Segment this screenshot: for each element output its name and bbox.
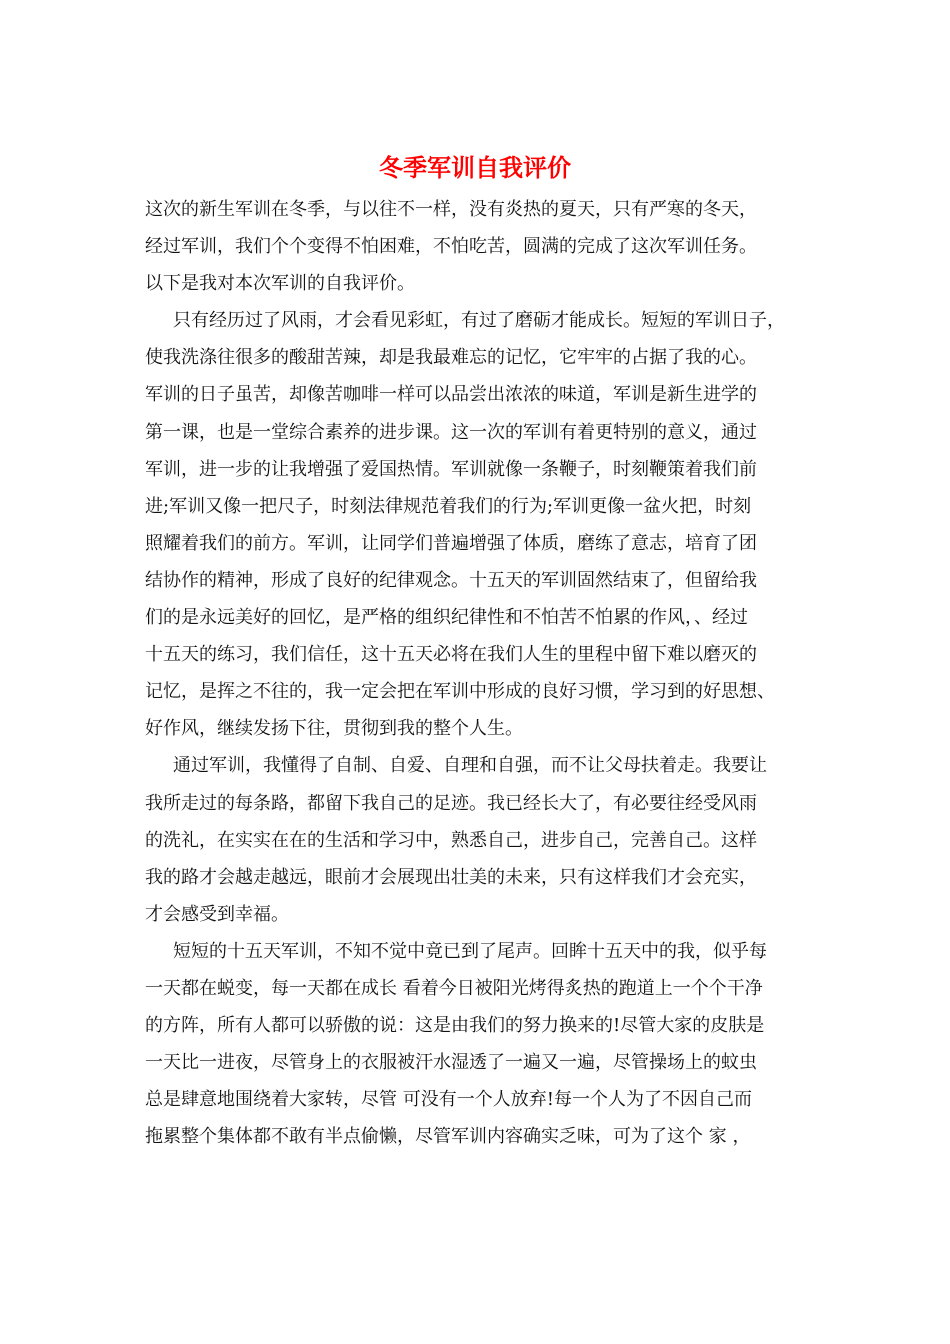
text-line: 们的是永远美好的回忆，是严格的组织纪律性和不怕苦不怕累的作风，、经过 [145, 607, 748, 629]
text-line: 的洗礼，在实实在在的生活和学习中，熟悉自己，进步自己，完善自己。这样 [145, 829, 757, 851]
text-line: 结协作的精神，形成了良好的纪律观念。十五天的军训固然结束了，但留给我 [145, 569, 757, 591]
text-line: 这次的新生军训在冬季，与以往不一样，没有炎热的夏天，只有严寒的冬天， [145, 199, 757, 220]
document-body [145, 191, 825, 1155]
document-title: 冬季军训自我评价 [379, 153, 571, 182]
text-line: 军训，进一步的让我增强了爱国热情。军训就像一条鞭子，时刻鞭策着我们前 [145, 458, 757, 480]
text-line: 以下是我对本次军训的自我评价。 [145, 273, 415, 295]
text-line: 经过军训，我们个个变得不怕困难，不怕吃苦，圆满的完成了这次军训任务。 [145, 236, 757, 258]
text-line: 总是肆意地围绕着大家转，尽管 可没有一个人放弃!每一个人为了不因自己而 [145, 1089, 752, 1111]
text-line: 军训的日子虽苦，却像苦咖啡一样可以品尝出浓浓的味道，军训是新生进学的 [145, 384, 757, 406]
text-line: 进;军训又像一把尺子，时刻法律规范着我们的行为;军训更像一盆火把，时刻 [145, 495, 752, 517]
text-line: 记忆，是挥之不往的，我一定会把在军训中形成的良好习惯，学习到的好思想、 [145, 681, 775, 703]
text-line: 照耀着我们的前方。军训，让同学们普遍增强了体质，磨练了意志，培育了团 [145, 532, 757, 554]
text-line: 一天比一进夜，尽管身上的衣服被汗水湿透了一遍又一遍，尽管操场上的蚊虫 [145, 1052, 757, 1074]
text-line: 的方阵，所有人都可以骄傲的说：这是由我们的努力换来的!尽管大家的皮肤是 [145, 1015, 765, 1037]
text-line: 好作风，继续发扬下往，贯彻到我的整个人生。 [145, 718, 523, 740]
paragraph-first-line: 只有经历过了风雨，才会看见彩虹，有过了磨砺才能成长。短短的军训日子， [173, 310, 785, 332]
text-line: 我所走过的每条路，都留下我自己的足迹。我已经长大了，有必要往经受风雨 [145, 792, 757, 814]
text-line: 十五天的练习，我们信任，这十五天必将在我们人生的里程中留下难以磨灭的 [145, 644, 757, 666]
paragraph-first-line: 通过军训，我懂得了自制、自爱、自理和自强，而不让父母扶着走。我要让 [173, 755, 767, 777]
text-line: 我的路才会越走越远，眼前才会展现出壮美的未来，只有这样我们才会充实， [145, 866, 757, 888]
text-line: 一天都在蜕变，每一天都在成长 看着今日被阳光烤得炙热的跑道上一个个干净 [145, 977, 763, 999]
text-line: 才会感受到幸福。 [145, 903, 289, 925]
paragraph-first-line: 短短的十五天军训，不知不觉中竟已到了尾声。回眸十五天中的我，似乎每 [173, 940, 767, 962]
text-line: 拖累整个集体都不敢有半点偷懒，尽管军训内容确实乏味，可为了这个 家 ， [145, 1126, 751, 1148]
text-line: 使我洗涤往很多的酸甜苦辣，却是我最难忘的记忆，它牢牢的占据了我的心。 [145, 347, 757, 369]
text-line: 第一课，也是一堂综合素养的进步课。这一次的军训有着更特别的意义，通过 [145, 421, 757, 443]
